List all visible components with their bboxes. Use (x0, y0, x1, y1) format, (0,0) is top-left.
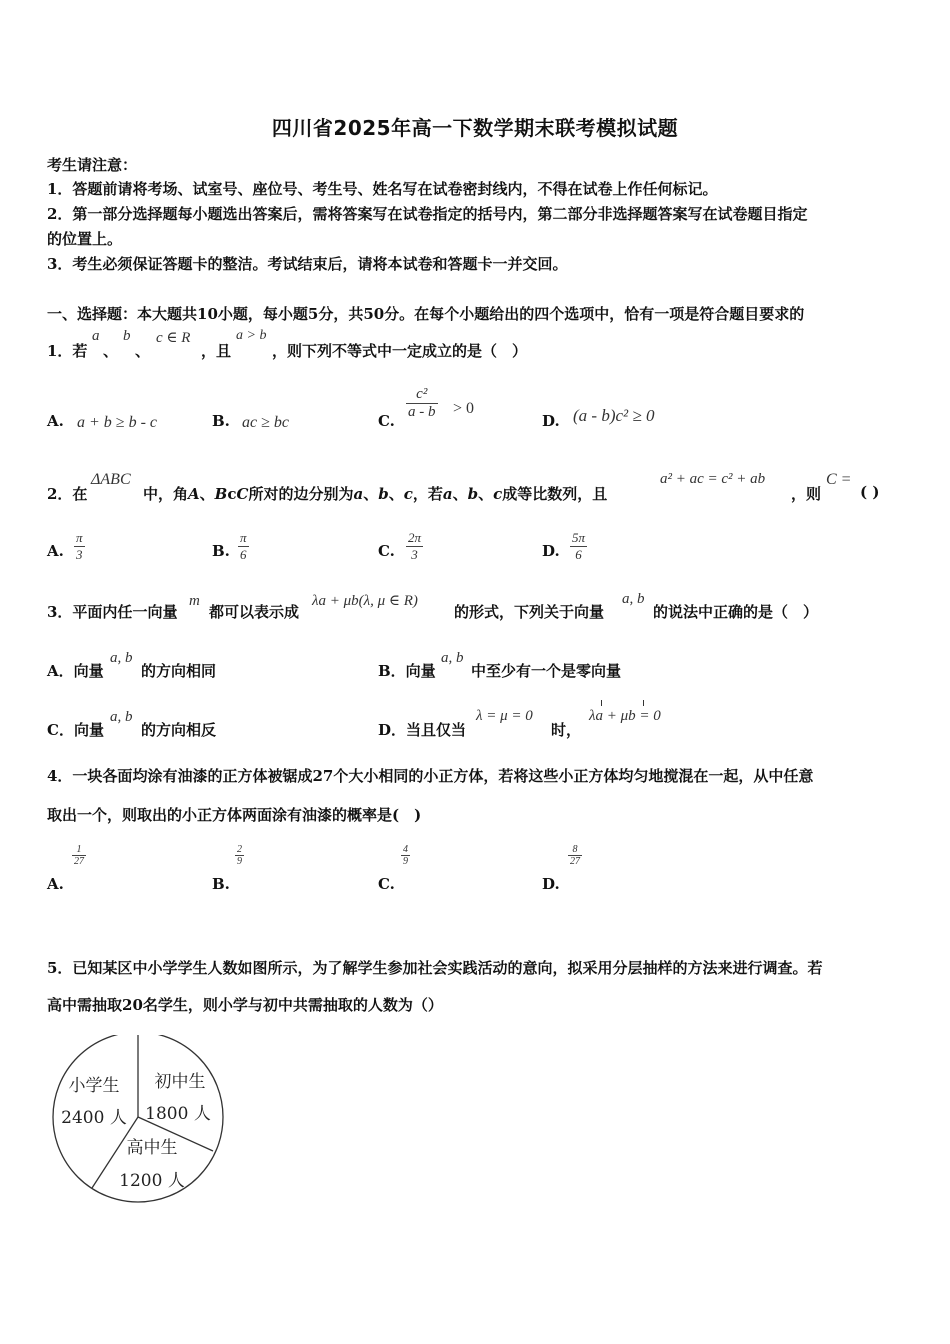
pie-value-junior: 1800 人 (145, 1104, 211, 1124)
q1-option-c-rel: > 0 (453, 400, 475, 417)
notice-line-2b: 的位置上。 (47, 230, 123, 248)
q2-text-5: ，则 (791, 485, 822, 503)
q5-line-1: 5．已知某区中小学学生人数如图所示，为了解学生参加社会实践活动的意向，拟采用分层抽样的方法来进行调查。若 (47, 959, 823, 977)
q4-option-c-label[interactable]: C. (378, 875, 395, 893)
q4-option-d-denominator: 27 (570, 856, 580, 867)
q3-option-c-label[interactable]: C．向量 (47, 721, 104, 739)
q2-comma-3: 、 (363, 485, 379, 503)
q4-option-a-fraction (72, 844, 86, 867)
q2-option-d-numerator: 5π (572, 530, 586, 545)
q3-option-c-text: 的方向相反 (141, 721, 217, 739)
page-title: 四川省2025年高一下数学期末联考模拟试题 (271, 116, 679, 140)
q2-option-a-fraction (74, 530, 85, 563)
q4-option-b-numerator: 2 (237, 844, 242, 855)
student-pie-chart (50, 1035, 230, 1205)
q3-option-a-vectors: a, b (110, 650, 133, 666)
q1-var-c: c ∈ R (156, 330, 191, 346)
q3-option-b-label[interactable]: B．向量 (378, 662, 436, 680)
q4-line-1: 4．一块各面均涂有油漆的正方体被锯成27个大小相同的小正方体，若将这些小正方体均匀地搅混在一起，从中任意 (47, 767, 814, 785)
q4-option-d-numerator: 8 (572, 844, 578, 855)
q1-sep-1: 、 (103, 342, 119, 360)
q2-answer-paren: ( ) (860, 483, 880, 501)
q2-option-c-denominator: 3 (406, 546, 423, 563)
q2-prefix: 2．在 (47, 485, 88, 503)
q3-text-3: 的说法中正确的是（ ） (653, 603, 819, 621)
q3-vector-m: m (189, 593, 200, 609)
q3-vectors-ab: a, b (622, 591, 645, 607)
q2-option-d-label[interactable]: D. (542, 542, 560, 560)
q1-option-c-fraction (406, 386, 438, 421)
q1-option-d-expr: (a - b)c² ≥ 0 (573, 406, 655, 425)
q1-option-a-expr: a + b ≥ b - c (77, 414, 158, 431)
q4-option-a-denominator: 27 (74, 856, 84, 867)
q2-comma-2: c (227, 485, 237, 503)
q1-mid: ，且 (201, 342, 232, 360)
q3-text-1: 都可以表示成 (209, 603, 300, 621)
q4-option-b-label[interactable]: B. (212, 875, 230, 893)
q4-option-d-label[interactable]: D. (542, 875, 560, 893)
q2-triangle: ΔABC (91, 471, 131, 488)
q2-comma-5: 、 (452, 485, 468, 503)
q1-suffix: ，则下列不等式中一定成立的是（ ） (272, 342, 528, 360)
q2-text-2: 所对的边分别为 (248, 485, 354, 503)
notice-heading: 考生请注意： (47, 156, 138, 174)
q3-option-b-vectors: a, b (441, 650, 464, 666)
q2-option-b-numerator: π (240, 530, 247, 545)
q3-option-d-label[interactable]: D．当且仅当 (378, 721, 467, 739)
q2-option-a-denominator: 3 (74, 546, 85, 563)
q2-option-c-label[interactable]: C. (378, 542, 395, 560)
q4-option-a-numerator: 1 (76, 844, 82, 855)
q2-side-b: b (378, 485, 389, 503)
q3-vector-mark-b (643, 700, 644, 706)
section-heading: 一、选择题：本大题共10小题，每小题5分，共50分。在每个小题给出的四个选项中，恰有一项是符合题目要求的 (47, 305, 805, 323)
q3-option-a-label[interactable]: A．向量 (47, 662, 104, 680)
q1-sep-2: 、 (135, 342, 151, 360)
q4-option-b-fraction (235, 844, 244, 867)
q3-prefix: 3．平面内任一向量 (47, 603, 178, 621)
q5-line-2: 高中需抽取20名学生，则小学与初中共需抽取的人数为（） (47, 996, 443, 1014)
q2-option-b-denominator: 6 (238, 546, 249, 563)
pie-value-primary: 2400 人 (61, 1108, 127, 1128)
q2-comma-4: 、 (388, 485, 404, 503)
q2-side-a2: a (442, 485, 453, 503)
q2-side-a: a (353, 485, 364, 503)
q4-option-d-fraction (568, 844, 582, 867)
pie-label-junior: 初中生 (154, 1072, 206, 1092)
q2-option-b-fraction (238, 530, 249, 563)
q2-option-d-fraction (570, 530, 587, 563)
q4-option-c-numerator: 4 (403, 844, 408, 855)
q2-option-c-numerator: 2π (408, 530, 422, 545)
q2-text-3: ，若 (412, 485, 443, 503)
q3-option-d-text: 时， (551, 721, 582, 739)
q2-equation: a² + ac = c² + ab (660, 471, 766, 487)
q2-option-a-label[interactable]: A. (47, 542, 64, 560)
q3-option-d-expression: λa + μb = 0 (589, 708, 661, 724)
q4-option-a-label[interactable]: A. (47, 875, 64, 893)
q1-option-a-label[interactable]: A. (47, 412, 64, 430)
q1-option-c-numerator: c² (416, 386, 428, 402)
q2-option-c-fraction (406, 530, 423, 563)
q2-comma-1: 、 (199, 485, 215, 503)
q2-angle-c: C (236, 485, 249, 503)
q2-sentence (143, 483, 607, 504)
q1-prefix: 1．若 (47, 342, 88, 360)
q3-text-2: 的形式，下列关于向量 (454, 603, 605, 621)
q2-option-b-label[interactable]: B. (212, 542, 230, 560)
q2-side-b2: b (467, 485, 479, 503)
q1-condition: a > b (236, 328, 267, 343)
q3-option-c-vectors: a, b (110, 709, 133, 725)
pie-label-senior: 高中生 (126, 1138, 178, 1158)
q2-side-c: c (403, 485, 413, 503)
q2-angle-b: B (214, 485, 228, 503)
q3-option-d-condition: λ = μ = 0 (476, 708, 533, 724)
q2-option-a-numerator: π (76, 530, 83, 545)
q2-angle-a: A (188, 485, 200, 503)
q3-option-b-text: 中至少有一个是零向量 (471, 662, 622, 680)
q4-option-c-denominator: 9 (403, 856, 408, 867)
q1-option-b-expr: ac ≥ bc (242, 414, 289, 431)
q2-text-1: 中，角 (143, 485, 189, 503)
q1-var-b: b (123, 328, 131, 344)
q4-line-2: 取出一个，则取出的小正方体两面涂有油漆的概率是( ) (47, 806, 422, 824)
notice-line-1: 1．答题前请将考场、试室号、座位号、考生号、姓名写在试卷密封线内，不得在试卷上作任何标记。 (47, 180, 718, 198)
q1-option-d-label[interactable]: D. (542, 412, 560, 430)
q1-var-a: a (92, 328, 100, 344)
q4-option-c-fraction (401, 844, 410, 867)
q3-expression: λa + μb(λ, μ ∈ R) (312, 593, 418, 609)
q4-option-b-denominator: 9 (237, 856, 242, 867)
q1-option-b-label[interactable]: B. (212, 412, 230, 430)
q2-side-c2: c (493, 485, 503, 503)
notice-line-2a: 2．第一部分选择题每小题选出答案后，需将答案写在试卷指定的括号内，第二部分非选择题答案写在试卷题目指定 (47, 205, 808, 223)
q3-vector-mark-a (601, 700, 602, 706)
q3-option-a-text: 的方向相同 (141, 662, 217, 680)
q2-option-d-denominator: 6 (570, 546, 587, 563)
notice-line-3: 3．考生必须保证答题卡的整洁。考试结束后，请将本试卷和答题卡一并交回。 (47, 255, 568, 273)
pie-value-senior: 1200 人 (119, 1171, 185, 1191)
q1-option-c-label[interactable]: C. (378, 412, 395, 430)
q2-ask: C = (826, 471, 852, 488)
q1-option-c-denominator: a - b (408, 404, 436, 420)
q2-comma-6: 、 (478, 485, 494, 503)
q2-text-4: 成等比数列，且 (502, 485, 608, 503)
pie-label-primary: 小学生 (68, 1076, 120, 1096)
